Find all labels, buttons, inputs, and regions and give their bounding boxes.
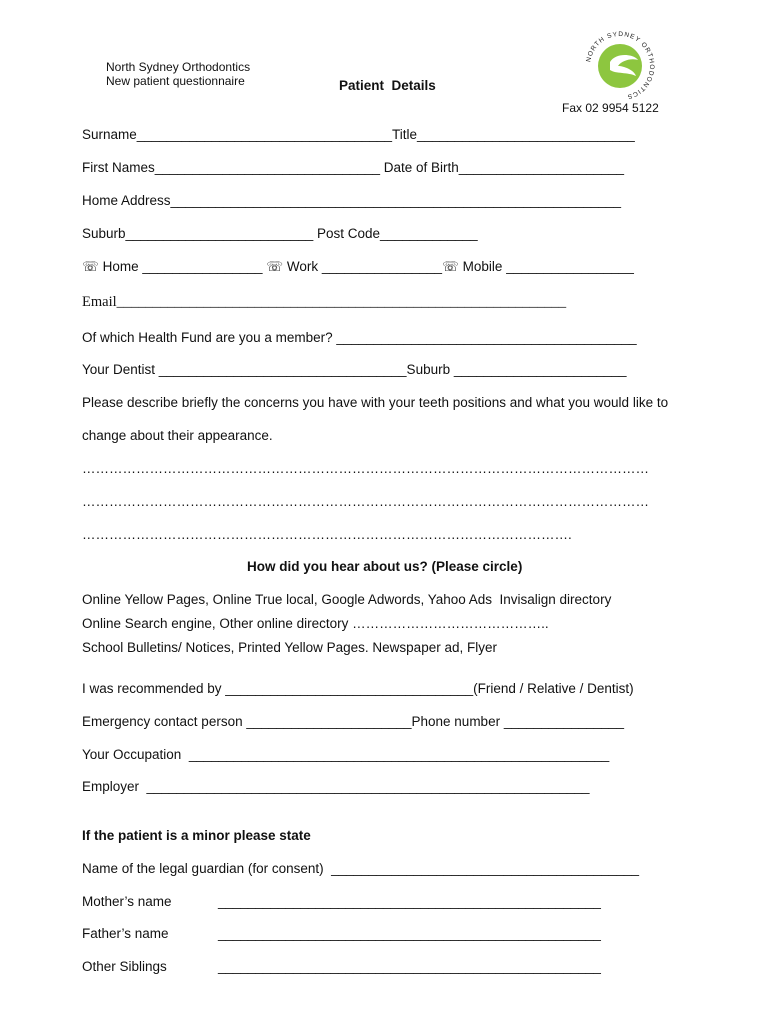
questionnaire-subtitle: New patient questionnaire	[106, 74, 245, 88]
father-name-label: Father’s name	[82, 926, 169, 941]
hear-options-line1[interactable]: Online Yellow Pages, Online True local, Google Adwords, Yahoo Ads Invisalign directory	[82, 592, 612, 607]
phone-fields[interactable]: ☏ Home ________________ ☏ Work ________________☏ Mobile _________________	[82, 259, 634, 274]
home-address-field[interactable]: Home Address____________________________________________________________	[82, 193, 622, 208]
dentist-suburb-field[interactable]: Your Dentist _________________________________Suburb _______________________	[82, 362, 627, 377]
minor-heading: If the patient is a minor please state	[82, 828, 311, 843]
mother-name-field[interactable]: ___________________________________________________	[218, 894, 601, 909]
siblings-label: Other Siblings	[82, 959, 167, 974]
employer-field[interactable]: Employer ___________________________________________________________	[82, 779, 590, 794]
svg-text:NORTH SYDNEY ORTHODONTI: NORTH SYDNEY ORTHODONTICS	[585, 30, 656, 101]
first-names-dob-field[interactable]: First Names______________________________ Date of Birth______________________	[82, 160, 624, 175]
concerns-answer-line3[interactable]: ……………………………………………………………………………………………….	[82, 527, 572, 542]
emergency-contact-field[interactable]: Emergency contact person ______________________Phone number ________________	[82, 714, 624, 729]
concerns-answer-line1[interactable]: ………………………………………………………………………………………………………………	[82, 461, 649, 476]
recommended-by-field[interactable]: I was recommended by _________________________________(Friend / Relative / Dentist)	[82, 681, 634, 696]
concerns-prompt-line2: change about their appearance.	[82, 428, 273, 443]
email-field[interactable]: Email______________________________________________________________	[82, 294, 567, 310]
practice-logo	[582, 26, 658, 102]
practice-name: North Sydney Orthodontics	[106, 60, 251, 74]
mother-name-label: Mother’s name	[82, 894, 172, 909]
hear-options-line3[interactable]: School Bulletins/ Notices, Printed Yellow Pages. Newspaper ad, Flyer	[82, 640, 497, 655]
concerns-answer-line2[interactable]: ………………………………………………………………………………………………………………	[82, 494, 649, 509]
fax-number: Fax 02 9954 5122	[562, 101, 659, 115]
hear-options-line2[interactable]: Online Search engine, Other online directory ……………………………………..	[82, 616, 549, 631]
siblings-field[interactable]: ___________________________________________________	[218, 959, 601, 974]
concerns-prompt-line1: Please describe briefly the concerns you have with your teeth positions and what you would like to	[82, 395, 669, 410]
legal-guardian-field[interactable]: Name of the legal guardian (for consent) _________________________________________	[82, 861, 639, 876]
page-title: Patient Details	[339, 78, 436, 93]
father-name-field[interactable]: ___________________________________________________	[218, 926, 601, 941]
suburb-postcode-field[interactable]: Suburb_________________________ Post Code_____________	[82, 226, 478, 241]
health-fund-field[interactable]: Of which Health Fund are you a member? ________________________________________	[82, 330, 637, 345]
occupation-field[interactable]: Your Occupation ________________________________________________________	[82, 747, 610, 762]
hear-about-heading: How did you hear about us? (Please circle)	[247, 559, 523, 574]
surname-title-field[interactable]: Surname__________________________________Title_____________________________	[82, 127, 635, 142]
